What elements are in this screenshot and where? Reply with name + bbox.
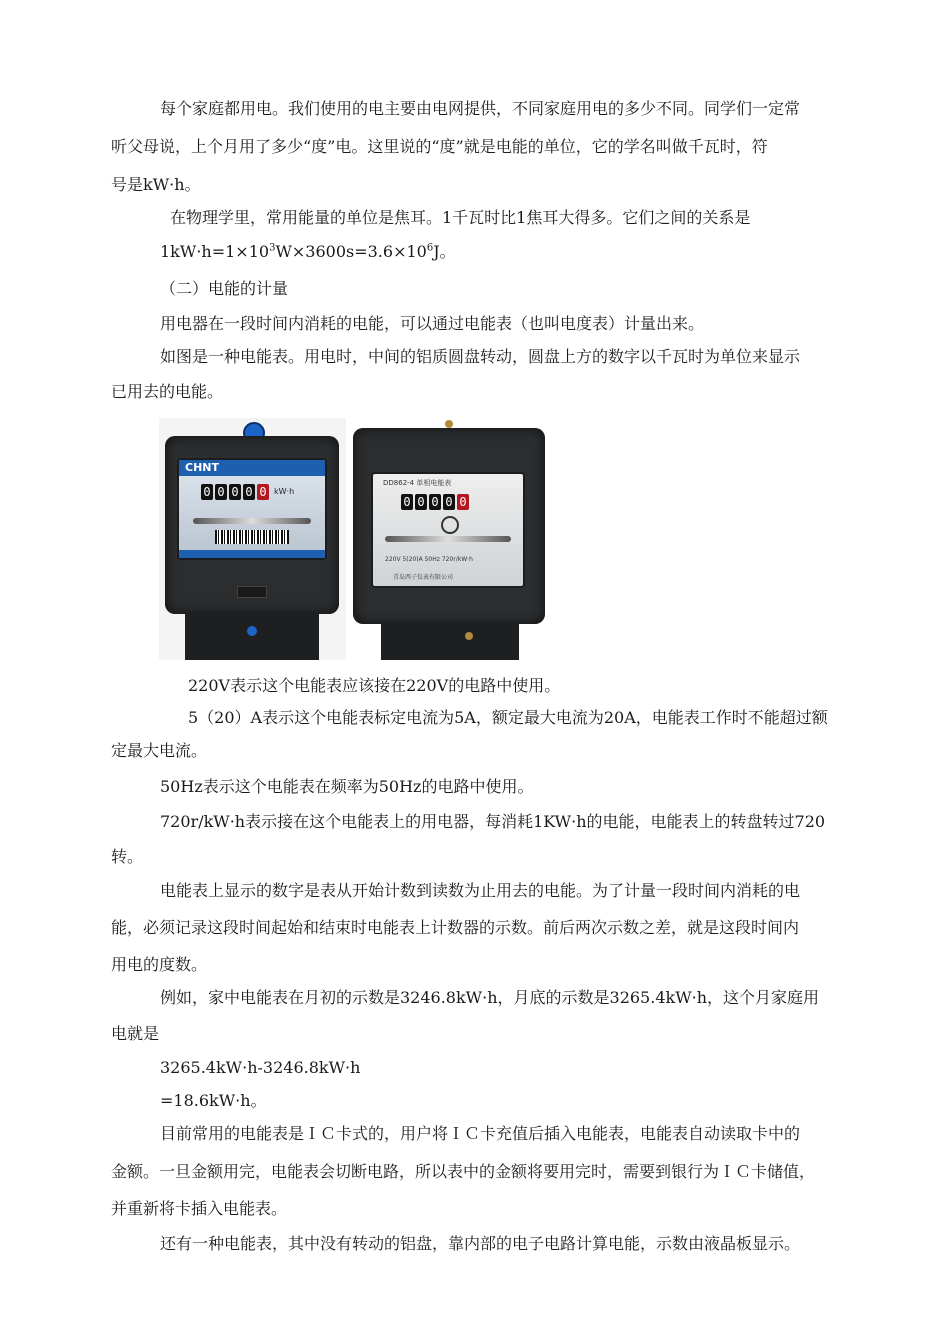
aluminium-disc bbox=[193, 518, 311, 524]
text-line: 已用去的电能。 bbox=[111, 382, 224, 401]
seal-screw bbox=[445, 420, 453, 428]
text-line: 听父母说，上个月用了多少“度”电。这里说的“度”就是电能的单位，它的学名叫做千瓦时，符 bbox=[111, 137, 768, 156]
meter-emblem-icon bbox=[441, 516, 459, 534]
counter-digit: 0 bbox=[201, 484, 213, 500]
brand-stripe bbox=[179, 550, 325, 558]
text-line: 电能表上显示的数字是表从开始计数到读数为止用去的电能。为了计量一段时间内消耗的电 bbox=[160, 881, 801, 900]
aluminium-disc bbox=[385, 536, 511, 542]
counter-digit: 0 bbox=[401, 494, 413, 510]
text-line: 220V表示这个电能表应该接在220V的电路中使用。 bbox=[188, 676, 561, 695]
text-line: 例如，家中电能表在月初的示数是3246.8kW·h，月底的示数是3265.4kW·h，这个月家庭用 bbox=[160, 988, 820, 1007]
meter-photo-right bbox=[351, 418, 547, 660]
formula-exponent: 6 bbox=[426, 242, 434, 254]
counter-digit: 0 bbox=[229, 484, 241, 500]
counter-digit: 0 bbox=[215, 484, 227, 500]
label-plate bbox=[237, 586, 267, 598]
text-line: 转。 bbox=[111, 847, 144, 866]
text-line: 还有一种电能表，其中没有转动的铝盘，靠内部的电子电路计算电能，示数由液晶板显示。 bbox=[160, 1234, 801, 1253]
rating-label: 220V 5(20)A 50Hz 720r/kW·h bbox=[385, 556, 473, 563]
terminal-cover bbox=[185, 614, 319, 660]
brand-plate: CHNT bbox=[179, 460, 325, 476]
counter-display bbox=[201, 484, 294, 500]
text-line: 用电的度数。 bbox=[111, 955, 208, 974]
model-label: DD862-4 单相电能表 bbox=[383, 479, 452, 487]
counter-display bbox=[401, 494, 469, 510]
seal-knob bbox=[247, 626, 257, 636]
text-line: 号是kW·h。 bbox=[111, 175, 201, 194]
text-line: 金额。一旦金额用完，电能表会切断电路，所以表中的金额将要用完时，需要到银行为ＩＣ卡储值， bbox=[111, 1162, 816, 1181]
calculation-result: =18.6kW·h。 bbox=[160, 1091, 267, 1110]
meter-window bbox=[371, 472, 525, 588]
text-line: 50Hz表示这个电能表在频率为50Hz的电路中使用。 bbox=[160, 777, 534, 796]
text-line: 如图是一种电能表。用电时，中间的铝质圆盘转动，圆盘上方的数字以千瓦时为单位来显示 bbox=[160, 347, 801, 366]
counter-digit: 0 bbox=[443, 494, 455, 510]
maker-label: 青岛西子仪表有限公司 bbox=[393, 574, 454, 581]
meter-window bbox=[177, 458, 327, 560]
counter-unit: kW·h bbox=[274, 487, 295, 496]
text-line: 并重新将卡插入电能表。 bbox=[111, 1199, 288, 1218]
meter-body bbox=[353, 428, 545, 624]
terminal-screw bbox=[465, 632, 473, 640]
text-line: 5（20）A表示这个电能表标定电流为5A，额定最大电流为20A，电能表工作时不能超过额 bbox=[188, 708, 828, 727]
formula-part: W×3600s=3.6×10 bbox=[275, 242, 427, 261]
formula-part: J。 bbox=[433, 242, 456, 261]
terminal-cover bbox=[381, 624, 519, 660]
text-line: 电就是 bbox=[111, 1024, 160, 1043]
counter-digit: 0 bbox=[415, 494, 427, 510]
meter-body bbox=[165, 436, 339, 614]
section-heading: （二）电能的计量 bbox=[160, 279, 289, 298]
calculation-line: 3265.4kW·h-3246.8kW·h bbox=[160, 1058, 361, 1077]
text-line: 在物理学里，常用能量的单位是焦耳。1千瓦时比1焦耳大得多。它们之间的关系是 bbox=[170, 208, 751, 227]
text-line: 每个家庭都用电。我们使用的电主要由电网提供，不同家庭用电的多少不同。同学们一定常 bbox=[160, 99, 801, 118]
text-line: 720r/kW·h表示接在这个电能表上的用电器，每消耗1KW·h的电能，电能表上的转盘转过720 bbox=[160, 812, 826, 831]
formula-part: 1kW·h=1×10 bbox=[160, 242, 270, 261]
counter-digit: 0 bbox=[257, 484, 269, 500]
text-line: 定最大电流。 bbox=[111, 741, 208, 760]
counter-digit: 0 bbox=[243, 484, 255, 500]
barcode bbox=[215, 530, 289, 544]
counter-digit: 0 bbox=[457, 494, 469, 510]
text-line: 用电器在一段时间内消耗的电能，可以通过电能表（也叫电度表）计量出来。 bbox=[160, 314, 705, 333]
text-line: 能，必须记录这段时间起始和结束时电能表上计数器的示数。前后两次示数之差，就是这段时间内 bbox=[111, 918, 800, 937]
meter-photo-left bbox=[159, 418, 346, 660]
energy-conversion-formula bbox=[160, 241, 456, 263]
text-line: 目前常用的电能表是ＩＣ卡式的，用户将ＩＣ卡充值后插入电能表，电能表自动读取卡中的 bbox=[160, 1124, 801, 1143]
formula-exponent: 3 bbox=[269, 242, 276, 254]
counter-digit: 0 bbox=[429, 494, 441, 510]
